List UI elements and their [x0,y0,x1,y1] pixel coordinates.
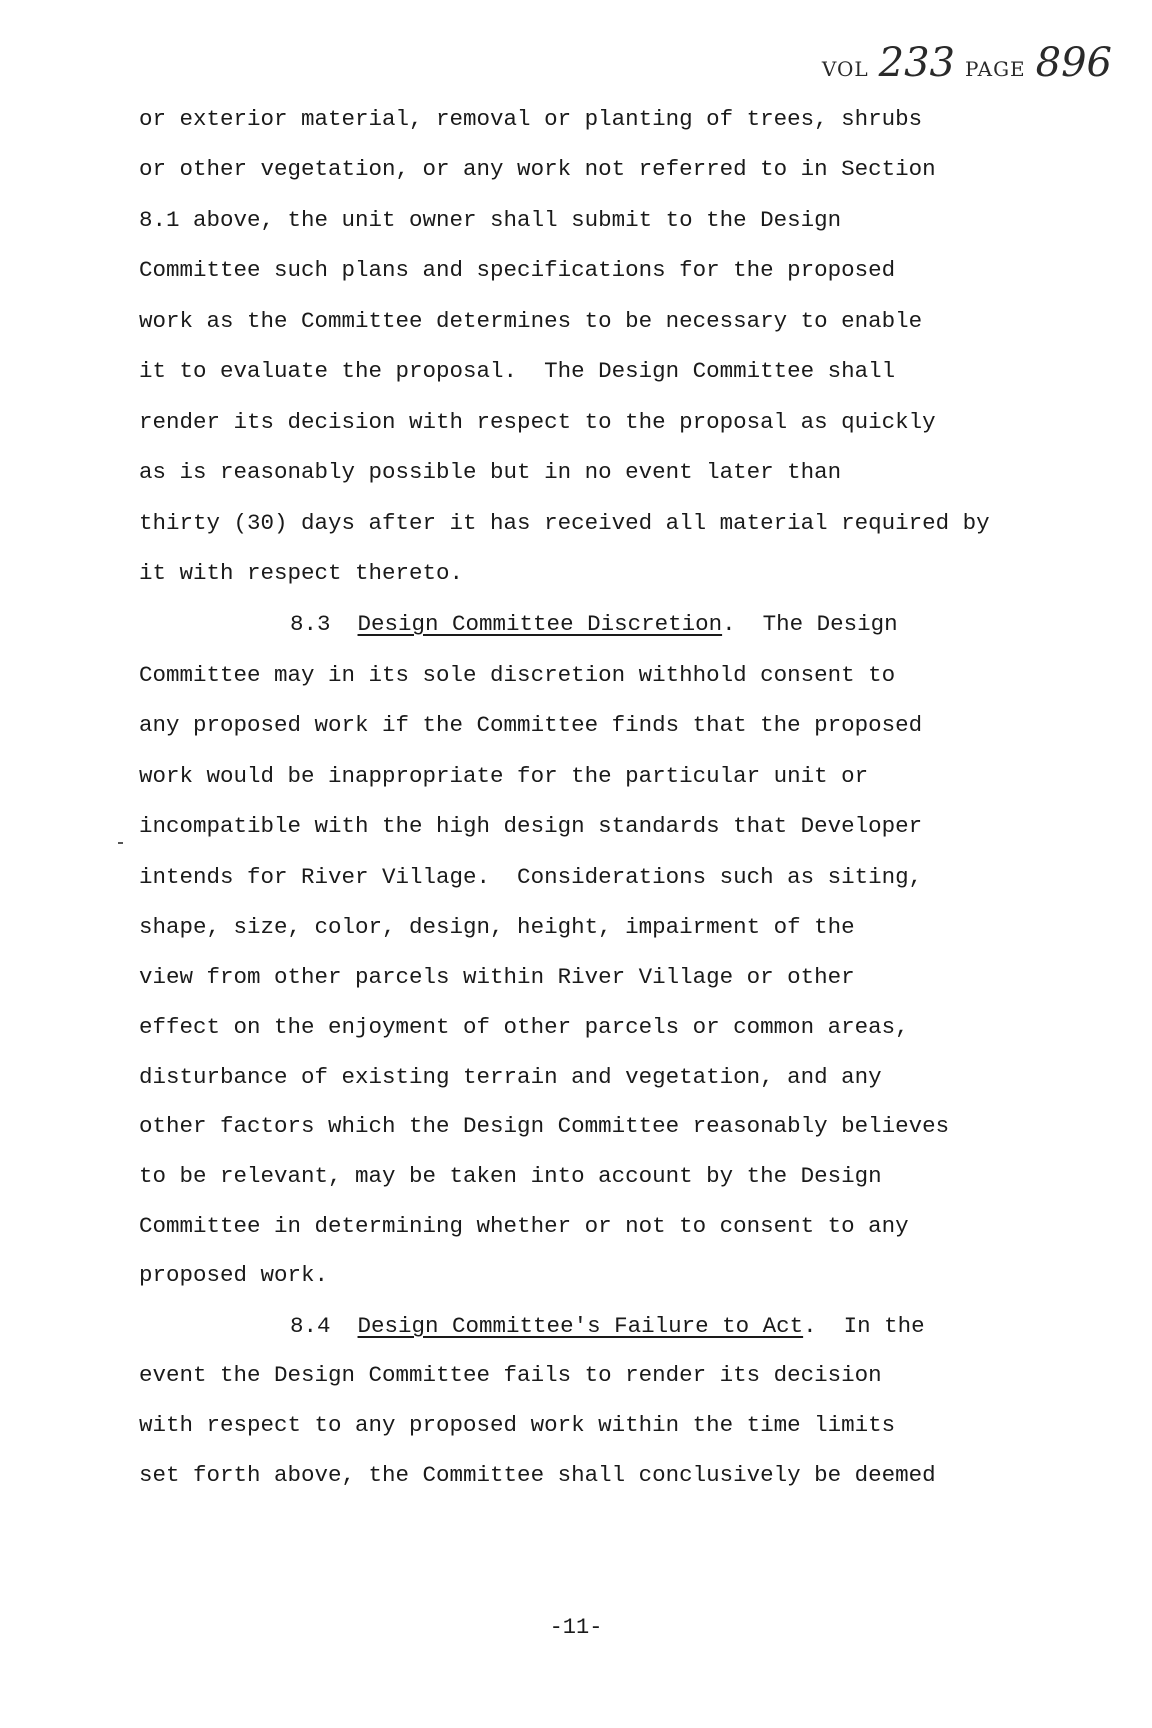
section-8-4-heading-line [290,1315,925,1338]
section-heading: Design Committee's Failure to Act [357,1313,804,1339]
text-line: event the Design Committee fails to render its decision [139,1362,882,1388]
text-line: Committee may in its sole discretion withhold consent to [139,662,896,688]
section-heading-rest: . The Design [722,611,898,637]
text-line: 8.1 above, the unit owner shall submit to the Design [139,207,842,233]
text-line: proposed work. [139,1262,329,1288]
stamp-vol-label: VOL [821,57,869,81]
text-line: thirty (30) days after it has received all material required by [139,510,990,536]
text-line: set forth above, the Committee shall conclusively be deemed [139,1462,936,1488]
text-line: as is reasonably possible but in no event later than [139,459,842,485]
text-line: it with respect thereto. [139,560,464,586]
text-line: it to evaluate the proposal. The Design Committee shall [139,358,896,384]
text-line: disturbance of existing terrain and vegetation, and any [139,1064,882,1090]
text-line: effect on the enjoyment of other parcels or common areas, [139,1014,909,1040]
recording-stamp [822,40,1112,86]
stamp-page-number: 896 [1035,40,1112,86]
text-line: with respect to any proposed work within the time limits [139,1412,896,1438]
text-line: or exterior material, removal or planting of trees, shrubs [139,106,923,132]
text-line: intends for River Village. Considerations such as siting, [139,864,923,890]
text-line: render its decision with respect to the proposal as quickly [139,409,936,435]
section-heading-rest: . In the [803,1313,925,1339]
text-line: Committee such plans and specifications for the proposed [139,257,896,283]
section-heading: Design Committee Discretion [357,611,723,637]
text-line: view from other parcels within River Village or other [139,964,855,990]
text-line: Committee in determining whether or not to consent to any [139,1213,909,1239]
text-line: other factors which the Design Committee reasonably believes [139,1113,950,1139]
section-number: 8.4 [290,1313,331,1339]
page-number: -11- [549,1615,603,1640]
text-line: incompatible with the high design standards that Developer [139,813,923,839]
text-line: or other vegetation, or any work not referred to in Section [139,156,936,182]
text-line: shape, size, color, design, height, impairment of the [139,914,855,940]
margin-mark [118,842,123,844]
section-number: 8.3 [290,611,331,637]
stamp-page-label: PAGE [965,57,1026,81]
section-8-3-heading-line [290,613,898,636]
text-line: work would be inappropriate for the particular unit or [139,763,869,789]
stamp-vol-number: 233 [878,40,955,86]
text-line: work as the Committee determines to be necessary to enable [139,308,923,334]
text-line: to be relevant, may be taken into account by the Design [139,1163,882,1189]
text-line: any proposed work if the Committee finds that the proposed [139,712,923,738]
